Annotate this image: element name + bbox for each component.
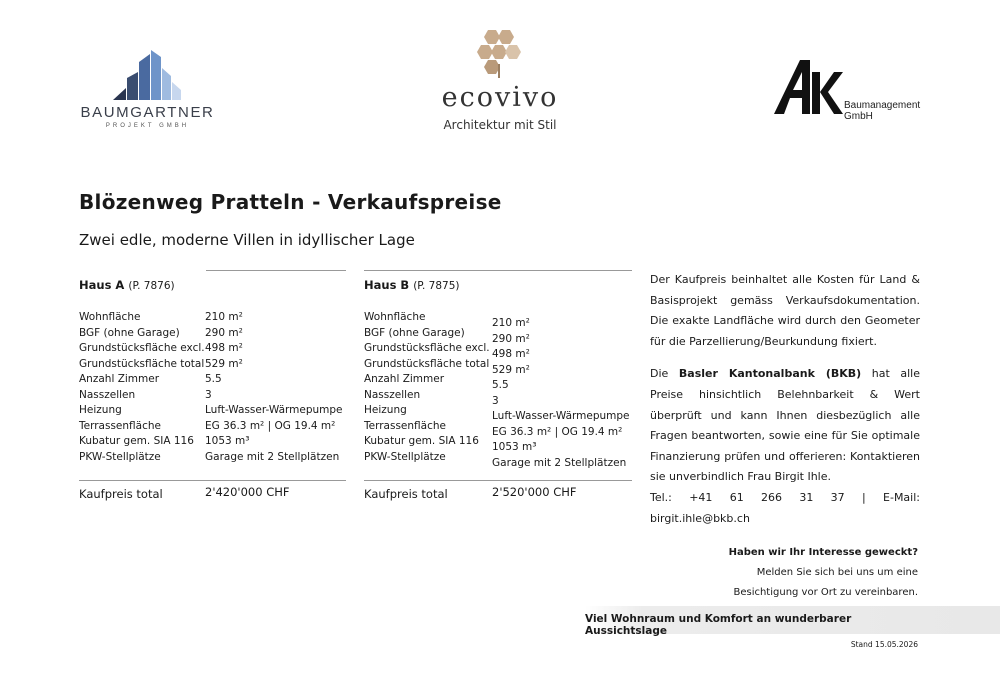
spec-label: PKW-Stellplätze <box>364 450 446 463</box>
spec-label: Anzahl Zimmer <box>364 373 445 385</box>
spec-label: Wohnfläche <box>79 311 141 323</box>
spec-value: Garage mit 2 Stellplätzen <box>205 450 340 463</box>
interest-line-1: Melden Sie sich bei uns um eine <box>756 567 918 578</box>
spec-label: Terrassenfläche <box>79 419 161 432</box>
spec-label: Heizung <box>79 404 122 416</box>
spec-value: 529 m² <box>205 357 243 370</box>
spec-value: 1053 m³ <box>492 441 537 453</box>
baumgartner-logo <box>80 48 220 133</box>
ecovivo-logo <box>420 26 580 136</box>
bank-text-intro: Die <box>650 367 679 381</box>
house-b-total-label: Kaufpreis total <box>364 487 448 501</box>
ecovivo-hexagons-icon <box>420 26 580 82</box>
house-b-parcel: (P. 7875) <box>413 280 460 292</box>
interest-line-2: Besichtigung vor Ort zu vereinbaren. <box>733 587 918 598</box>
spec-value: 5.5 <box>492 379 509 391</box>
house-b-title <box>364 278 460 292</box>
bank-name: Basler Kantonalbank (BKB) <box>678 367 862 381</box>
spec-label: Terrassenfläche <box>364 419 446 432</box>
spec-value: 290 m² <box>205 326 243 339</box>
page-subtitle: Zwei edle, moderne Villen in idyllischer Lage <box>79 231 415 249</box>
bank-info-text <box>650 364 920 488</box>
spec-label: BGF (ohne Garage) <box>79 326 180 339</box>
house-a-title <box>79 278 175 292</box>
house-a-total-label: Kaufpreis total <box>79 487 163 501</box>
ecovivo-tagline: Architektur mit Stil <box>443 118 557 132</box>
bank-text-body: hat alle Preise hinsichtlich Belehnbarkeit & Wert überprüft und kann Ihnen diesbezüglich alle Fragen beantworten, sowie eine für Sie optimale Finanzierung prüfen und offerieren: Kontaktieren sie unverbindlich Frau Birgit Ihle. <box>650 367 921 484</box>
spec-value: 210 m² <box>205 311 243 323</box>
spec-label: Heizung <box>364 404 407 416</box>
spec-label: Nasszellen <box>79 388 136 401</box>
spec-value: 3 <box>492 394 499 407</box>
spec-value: 1053 m³ <box>205 435 250 447</box>
spec-label: Grundstücksfläche total <box>364 357 490 370</box>
house-b-total-rule <box>364 480 632 481</box>
spec-value: 210 m² <box>492 317 530 329</box>
spec-value: Luft-Wasser-Wärmepumpe <box>492 410 630 422</box>
spec-value: EG 36.3 m² | OG 19.4 m² <box>492 425 623 438</box>
spec-label: Grundstücksfläche excl. <box>364 342 490 354</box>
highlight-banner <box>585 606 1000 637</box>
status-date: Stand 15.05.2026 <box>850 640 918 649</box>
financing-info <box>650 270 920 529</box>
house-a-name: Haus A <box>79 278 125 292</box>
spec-value: 498 m² <box>492 348 530 360</box>
spec-label: Kubatur gem. SIA 116 <box>79 435 194 447</box>
ak-baumanagement-logo <box>772 58 947 122</box>
spec-value: 5.5 <box>205 373 222 385</box>
spec-label: BGF (ohne Garage) <box>364 326 465 339</box>
baumgartner-subline: PROJEKT GMBH <box>105 123 190 129</box>
spec-label: Anzahl Zimmer <box>79 373 160 385</box>
house-a-total-price: 2'420'000 CHF <box>205 485 290 499</box>
baumgartner-buildings-icon <box>80 48 220 104</box>
ecovivo-wordmark: ecovivo <box>441 82 559 113</box>
spec-value: Garage mit 2 Stellplätzen <box>492 456 627 469</box>
interest-block <box>729 543 918 603</box>
house-a-top-rule <box>206 270 346 271</box>
spec-label: Grundstücksfläche total <box>79 357 205 370</box>
spec-label: PKW-Stellplätze <box>79 450 161 463</box>
house-a-parcel: (P. 7876) <box>128 280 175 292</box>
house-b-name: Haus B <box>364 278 410 292</box>
price-includes-text: Der Kaufpreis beinhaltet alle Kosten für Land & Basisprojekt gemäss Verkaufsdokumentation. Die exakte Landfläche wird durch den Geometer für die Parzellierung/Beurkundung fixiert. <box>650 273 920 348</box>
banner-text: Viel Wohnraum und Komfort an wunderbarer Aussichtslage <box>585 613 852 637</box>
interest-heading: Haben wir Ihr Interesse geweckt? <box>728 547 918 558</box>
spec-value: 498 m² <box>205 342 243 354</box>
spec-label: Wohnfläche <box>364 311 426 323</box>
spec-value: 3 <box>205 388 212 401</box>
house-a-total-rule <box>79 480 346 481</box>
spec-value: 529 m² <box>492 363 530 376</box>
spec-value: 290 m² <box>492 332 530 345</box>
spec-value: EG 36.3 m² | OG 19.4 m² <box>205 419 336 432</box>
spec-label: Nasszellen <box>364 388 421 401</box>
page-title: Blözenweg Pratteln - Verkaufspreise <box>79 190 502 214</box>
spec-label: Kubatur gem. SIA 116 <box>364 435 479 447</box>
contact-line: Tel.: +41 61 266 31 37 | E-Mail: birgit.ihle@bkb.ch <box>650 490 920 525</box>
baumgartner-wordmark: BAUMGARTNER <box>80 104 215 121</box>
spec-label: Grundstücksfläche excl. <box>79 342 205 354</box>
ak-subline: Baumanagement GmbH <box>844 100 921 122</box>
ak-monogram-icon <box>772 58 844 116</box>
house-b-top-rule <box>364 270 632 271</box>
house-b-total-price: 2'520'000 CHF <box>492 485 577 499</box>
spec-value: Luft-Wasser-Wärmepumpe <box>205 404 343 416</box>
